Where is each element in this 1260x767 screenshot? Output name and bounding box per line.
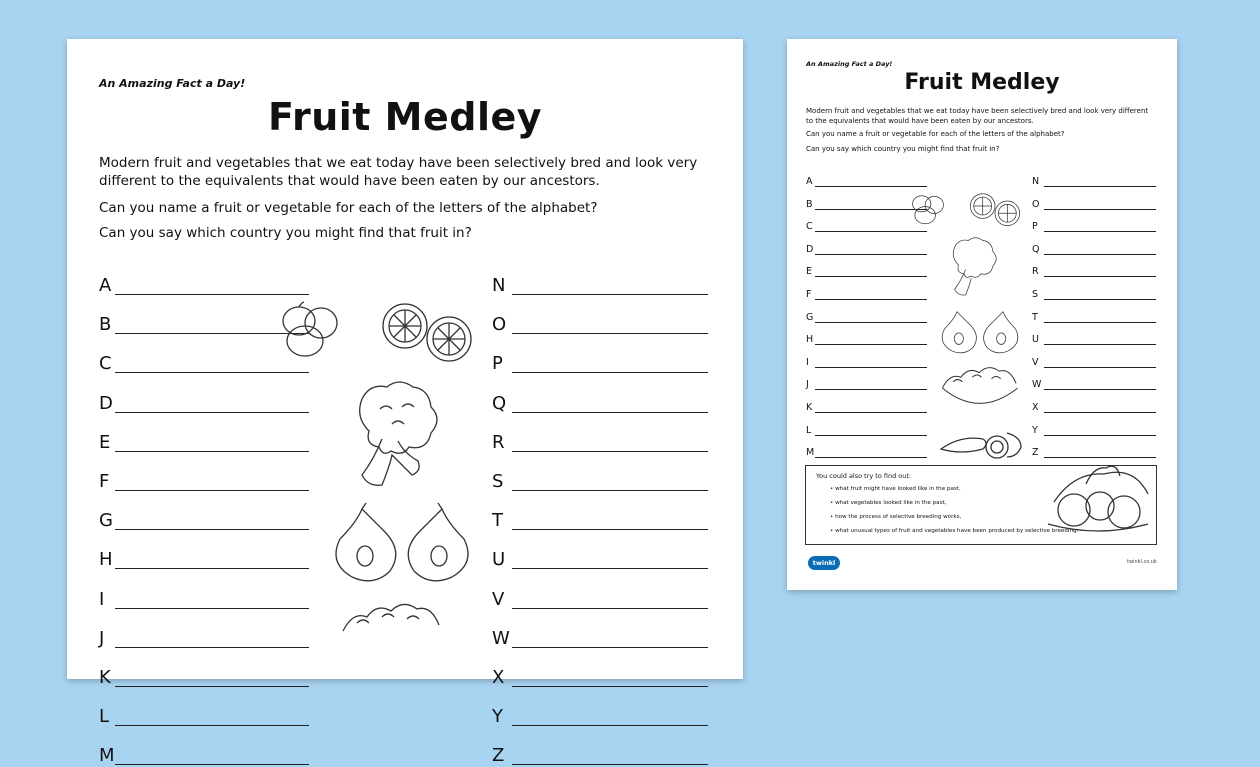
answer-row	[1032, 266, 1156, 278]
row-letter: B	[99, 314, 112, 336]
answer-line[interactable]	[115, 490, 309, 491]
answer-row	[492, 432, 708, 454]
answer-row	[99, 275, 309, 297]
row-letter: N	[492, 275, 506, 296]
question-1-small: Can you name a fruit or vegetable for each of the letters of the alphabet?	[806, 130, 1065, 138]
broccoli-icon	[352, 379, 442, 494]
answer-line[interactable]	[512, 490, 708, 491]
question-1: Can you name a fruit or vegetable for each of the letters of the alphabet?	[99, 200, 598, 216]
answer-row	[99, 745, 309, 767]
twinkl-logo: twinkl	[808, 556, 840, 570]
row-letter: W	[1032, 379, 1042, 391]
answer-row	[99, 510, 309, 532]
row-letter: X	[1032, 402, 1039, 413]
answer-row	[1032, 402, 1156, 414]
answer-row	[806, 402, 927, 414]
row-letter: P	[492, 353, 503, 375]
answer-line[interactable]	[815, 367, 927, 368]
answer-line[interactable]	[512, 451, 708, 452]
answer-row	[492, 706, 708, 728]
answer-line[interactable]	[115, 686, 309, 687]
row-letter: F	[806, 289, 812, 300]
answer-line[interactable]	[1044, 457, 1156, 458]
answer-row	[492, 745, 708, 767]
row-letter: K	[99, 667, 111, 688]
answer-line[interactable]	[815, 254, 927, 255]
answer-row	[99, 549, 309, 571]
answer-line[interactable]	[512, 725, 708, 726]
row-letter: T	[492, 510, 503, 532]
answer-row	[99, 589, 309, 611]
answer-row	[492, 275, 708, 297]
answer-line[interactable]	[115, 647, 309, 648]
row-letter: Y	[492, 706, 503, 728]
answer-line[interactable]	[815, 299, 927, 300]
bullet: •	[830, 500, 836, 506]
answer-line[interactable]	[115, 725, 309, 726]
answer-row	[1032, 244, 1156, 256]
answer-row	[1032, 357, 1156, 369]
answer-line[interactable]	[115, 529, 309, 530]
answer-row	[492, 510, 708, 532]
worksheet-page-large	[67, 39, 743, 767]
row-letter: X	[492, 667, 505, 688]
answer-line[interactable]	[1044, 344, 1156, 345]
answer-line[interactable]	[115, 412, 309, 413]
answer-row	[492, 471, 708, 493]
answer-line[interactable]	[815, 389, 927, 390]
row-letter: Z	[492, 745, 505, 767]
row-letter: L	[806, 424, 812, 436]
row-letter: D	[99, 392, 113, 414]
answer-row	[99, 667, 309, 689]
answer-line[interactable]	[815, 344, 927, 345]
row-letter: Y	[1032, 424, 1038, 436]
answer-row	[806, 334, 927, 346]
answer-row	[806, 289, 927, 301]
row-letter: M	[806, 447, 815, 459]
answer-line[interactable]	[512, 333, 708, 334]
row-letter: W	[492, 627, 510, 649]
answer-line[interactable]	[815, 457, 927, 458]
answer-line[interactable]	[1044, 389, 1156, 390]
row-letter: K	[806, 402, 813, 413]
answer-line[interactable]	[1044, 209, 1156, 210]
answer-line[interactable]	[512, 647, 708, 648]
answer-line[interactable]	[512, 294, 708, 295]
answer-line[interactable]	[815, 435, 927, 436]
website-text: twinkl.co.uk	[1127, 559, 1157, 565]
row-letter: A	[806, 176, 813, 187]
row-letter: A	[99, 275, 112, 296]
answer-line[interactable]	[1044, 231, 1156, 232]
answer-line[interactable]	[115, 764, 309, 765]
salad-bowl-icon-small	[937, 365, 1023, 411]
answer-row	[492, 549, 708, 571]
intro-paragraph: Modern fruit and vegetables that we eat today have been selectively bred and look very different to the equivalents that would have been eaten by our ancestors.	[99, 155, 698, 189]
row-letter: V	[492, 588, 505, 610]
question-2: Can you say which country you might find that fruit in?	[99, 225, 472, 241]
answer-row	[806, 266, 927, 278]
answer-row	[99, 628, 309, 650]
answer-line[interactable]	[512, 764, 708, 765]
row-letter: S	[492, 471, 504, 492]
row-letter: U	[492, 549, 506, 571]
answer-line[interactable]	[815, 186, 927, 187]
page-title-small: Fruit Medley	[904, 70, 1060, 95]
row-letter: G	[806, 311, 814, 323]
answer-row	[492, 628, 708, 650]
answer-row	[99, 706, 309, 728]
answer-line[interactable]	[115, 372, 309, 373]
tip-text: what fruit might have looked like in the past,	[835, 486, 961, 492]
answer-row	[492, 393, 708, 415]
answer-line[interactable]	[512, 608, 708, 609]
tips-intro: You could also try to find out:	[816, 472, 912, 480]
row-letter: U	[1032, 334, 1039, 346]
answer-line[interactable]	[512, 686, 708, 687]
tips-box	[805, 465, 1157, 545]
citrus-slices-icon-small	[967, 192, 1023, 229]
row-letter: I	[806, 356, 809, 368]
answer-row	[806, 357, 927, 369]
row-letter: B	[806, 198, 813, 210]
row-letter: T	[1032, 311, 1038, 323]
cucumber-icon-small	[937, 425, 1025, 461]
row-letter: C	[806, 221, 813, 233]
answer-row	[1032, 312, 1156, 324]
row-letter: O	[492, 314, 507, 336]
answer-row	[1032, 199, 1156, 211]
row-letter: C	[99, 353, 112, 375]
answer-line[interactable]	[115, 294, 309, 295]
row-letter: L	[99, 706, 110, 728]
answer-row	[99, 471, 309, 493]
pears-icon	[327, 501, 477, 586]
answer-line[interactable]	[1044, 299, 1156, 300]
row-letter: J	[99, 627, 105, 649]
answer-line[interactable]	[1044, 367, 1156, 368]
row-letter: O	[1032, 198, 1040, 210]
answer-line[interactable]	[115, 608, 309, 609]
citrus-slices-icon	[377, 301, 477, 367]
row-letter: P	[1032, 221, 1038, 233]
row-letter: M	[99, 745, 115, 767]
answer-line[interactable]	[1044, 322, 1156, 323]
answer-line[interactable]	[815, 412, 927, 413]
page-title: Fruit Medley	[267, 95, 543, 139]
answer-row	[492, 314, 708, 336]
answer-row	[492, 353, 708, 375]
row-letter: E	[99, 431, 111, 453]
answer-row	[806, 425, 927, 437]
row-letter: N	[1032, 176, 1040, 187]
answer-row	[1032, 334, 1156, 346]
answer-line[interactable]	[815, 231, 927, 232]
answer-row	[1032, 176, 1156, 188]
tip-item	[830, 486, 961, 492]
answer-line[interactable]	[1044, 254, 1156, 255]
answer-line[interactable]	[1044, 412, 1156, 413]
answer-row	[806, 312, 927, 324]
answer-row	[492, 667, 708, 689]
answer-row	[806, 244, 927, 256]
answer-line[interactable]	[1044, 435, 1156, 436]
intro-paragraph-small: Modern fruit and vegetables that we eat today have been selectively bred and look very different to the equivalents that would have been eaten by our ancestors.	[806, 107, 1149, 125]
broccoli-icon-small	[949, 236, 999, 300]
tip-text: what unusual types of fruit and vegetables have been produced by selective breeding.	[835, 528, 1079, 534]
plums-icon	[275, 301, 345, 361]
answer-line[interactable]	[512, 568, 708, 569]
answer-row	[806, 176, 927, 188]
answer-row	[1032, 221, 1156, 233]
answer-row	[492, 589, 708, 611]
kicker-text: An Amazing Fact a Day!	[99, 77, 246, 90]
fruit-pile-icon	[1044, 462, 1154, 536]
answer-row	[1032, 447, 1156, 459]
tip-item	[830, 500, 946, 506]
row-letter: D	[806, 243, 814, 255]
row-letter: Q	[1032, 243, 1040, 255]
answer-row	[99, 393, 309, 415]
row-letter: E	[806, 266, 813, 278]
worksheet-page-small	[787, 39, 1177, 590]
row-letter: F	[99, 471, 110, 492]
tip-item	[830, 514, 961, 520]
pears-icon-small	[937, 307, 1023, 356]
row-letter: Q	[492, 392, 507, 414]
answer-row	[1032, 289, 1156, 301]
row-letter: R	[1032, 266, 1039, 278]
answer-line[interactable]	[1044, 186, 1156, 187]
answer-line[interactable]	[115, 451, 309, 452]
answer-row	[99, 432, 309, 454]
answer-line[interactable]	[1044, 276, 1156, 277]
answer-line[interactable]	[512, 372, 708, 373]
answer-line[interactable]	[512, 529, 708, 530]
row-letter: I	[99, 588, 105, 610]
row-letter: R	[492, 431, 505, 453]
bullet: •	[830, 514, 836, 520]
bullet: •	[830, 486, 836, 492]
tip-text: how the process of selective breeding works,	[835, 514, 962, 520]
bullet: •	[830, 528, 836, 534]
row-letter: V	[1032, 356, 1039, 368]
tip-text: what vegetables looked like in the past,	[835, 500, 947, 506]
answer-line[interactable]	[115, 568, 309, 569]
row-letter: J	[806, 379, 809, 391]
answer-row	[1032, 379, 1156, 391]
plums-icon-small	[908, 192, 948, 227]
row-letter: H	[806, 334, 814, 346]
answer-line[interactable]	[815, 276, 927, 277]
question-2-small: Can you say which country you might find that fruit in?	[806, 145, 1000, 153]
salad-bowl-icon	[337, 601, 447, 641]
row-letter: Z	[1032, 447, 1039, 459]
row-letter: S	[1032, 289, 1039, 300]
answer-row	[1032, 425, 1156, 437]
tip-item	[830, 528, 1078, 534]
answer-line[interactable]	[512, 412, 708, 413]
answer-line[interactable]	[815, 322, 927, 323]
answer-row	[806, 379, 927, 391]
answer-row	[806, 447, 927, 459]
kicker-text-small: An Amazing Fact a Day!	[806, 60, 893, 68]
row-letter: H	[99, 549, 113, 571]
row-letter: G	[99, 510, 113, 532]
